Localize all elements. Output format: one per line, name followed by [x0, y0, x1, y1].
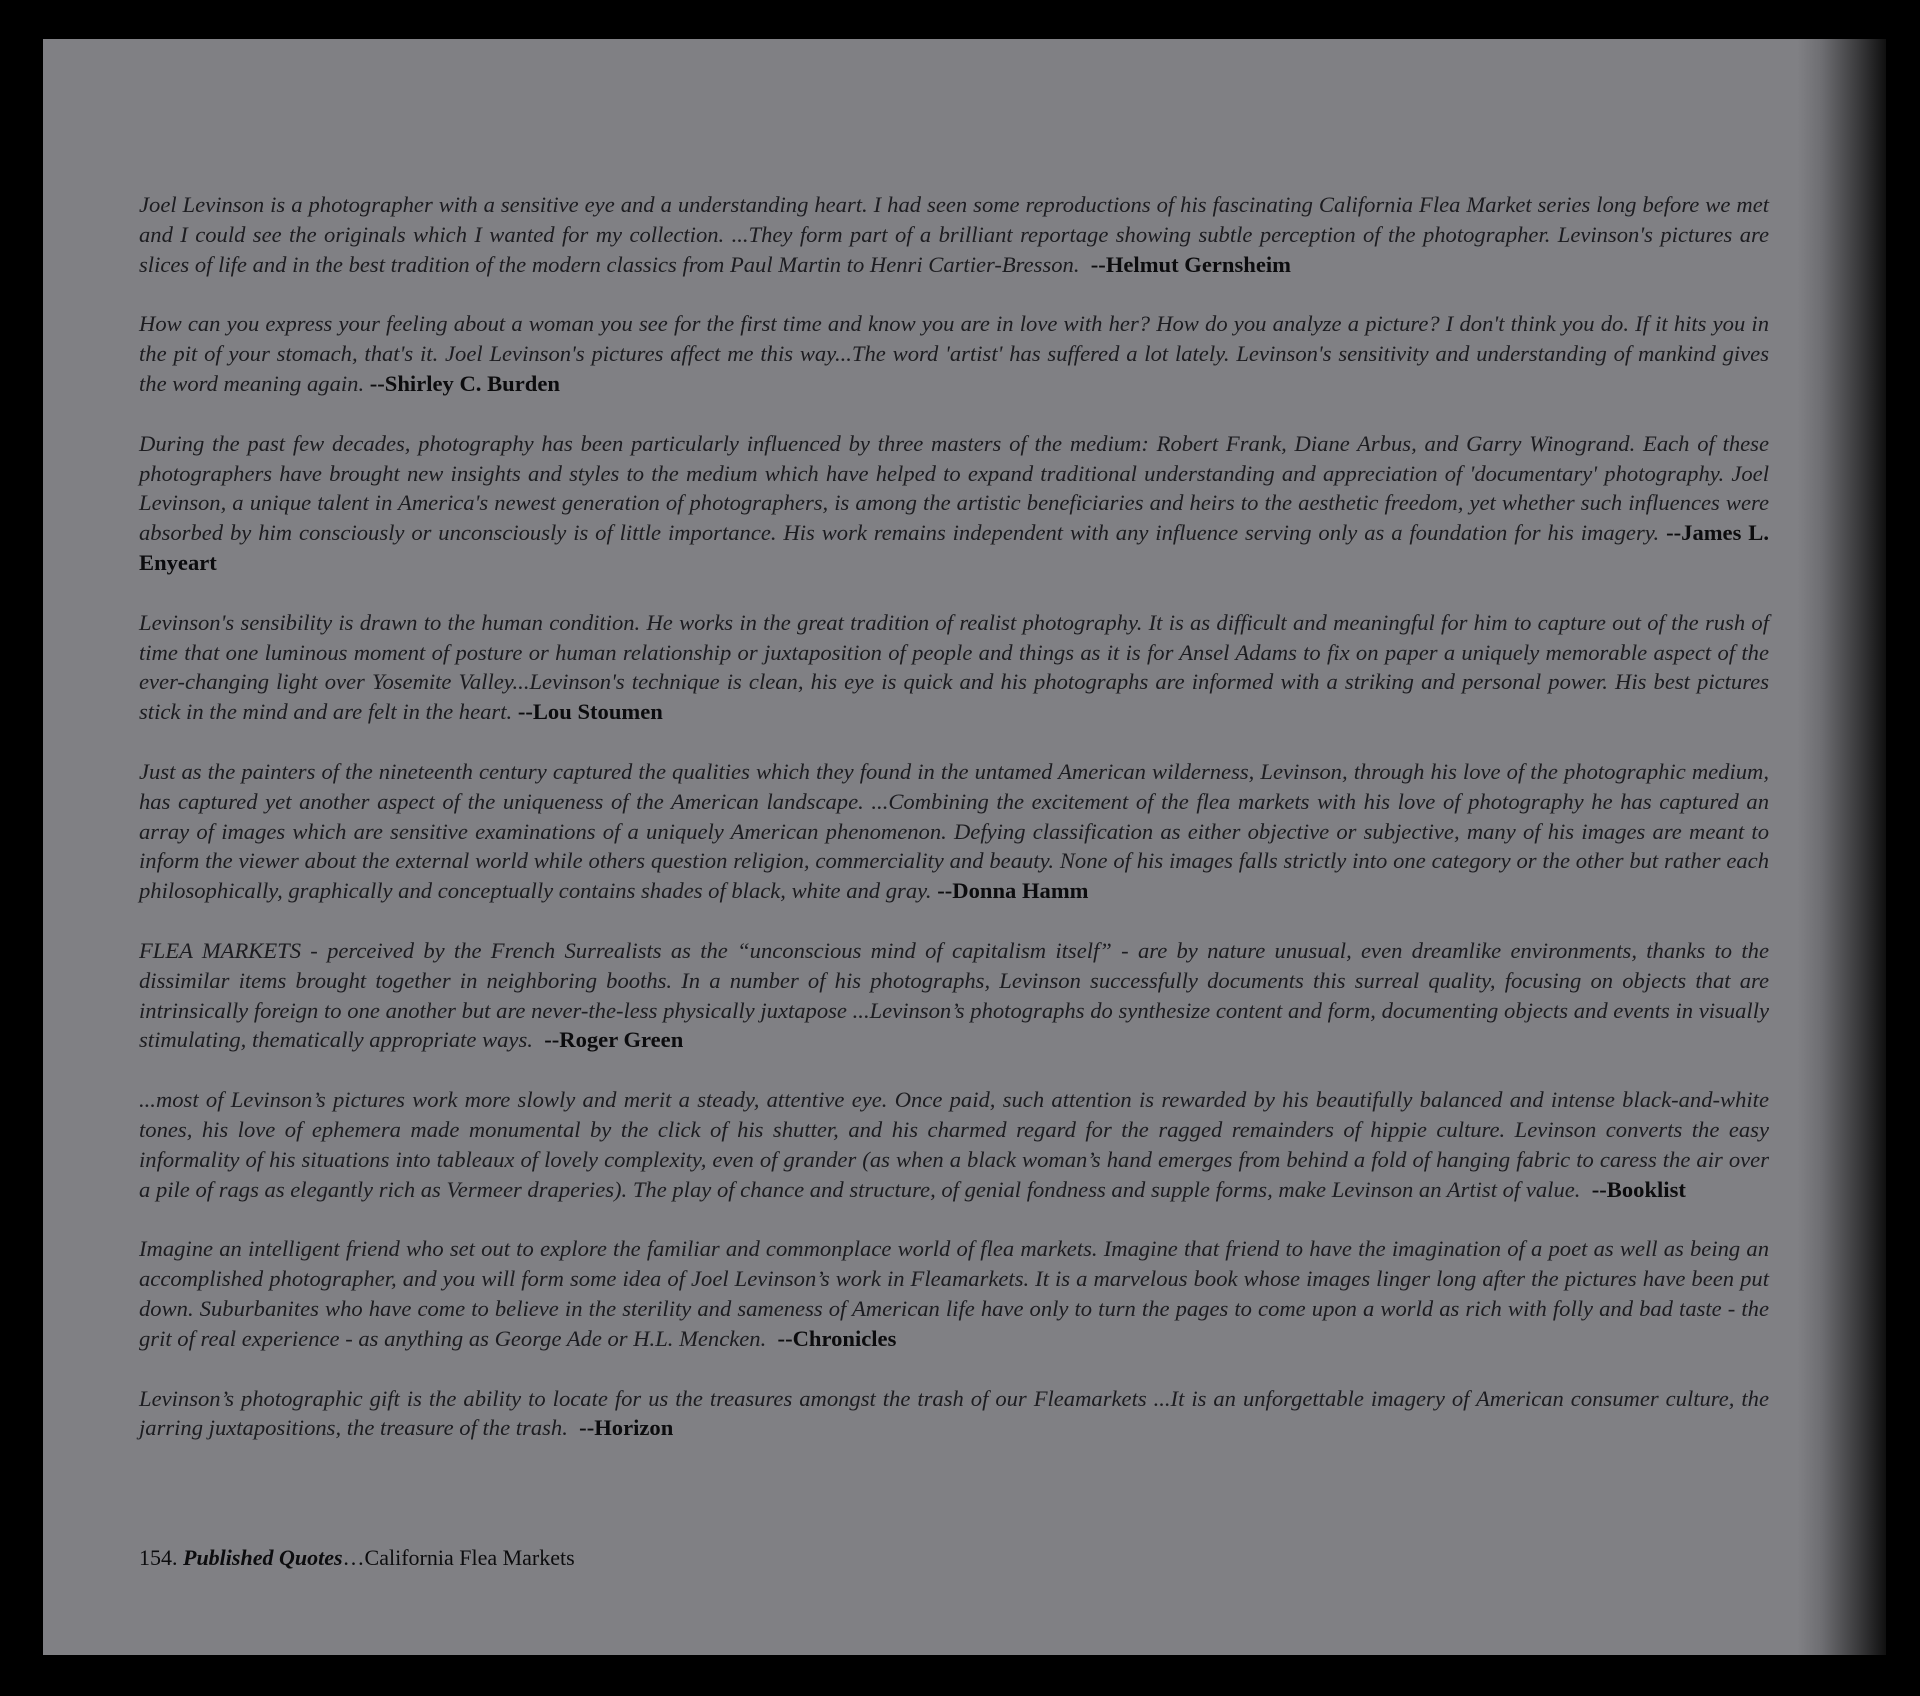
quote-text: Joel Levinson is a photographer with a sensitive eye and a understanding heart. I had seen some reproductions of his fascinating California Flea Market series long before we met and I could see the originals which I wanted for my collection. ...They form part of a brilliant reportage showing subtle perception of the photographer. Levinson's pictures are slices of life and in the best tradition of the modern classics from Paul Martin to Henri Cartier-Bresson.	[139, 192, 1769, 277]
quote-author: --Horizon	[579, 1415, 674, 1441]
page-footer	[139, 1544, 575, 1572]
quote-green	[139, 936, 1769, 1055]
quotes-list	[139, 190, 1769, 1473]
quote-horizon	[139, 1384, 1769, 1444]
quote-text: ...most of Levinson’s pictures work more slowly and merit a steady, attentive eye. Once paid, such attention is rewarded by his beautifully balanced and intense black-and-white tones, his love of ephemera made monumental by the click of his shutter, and his charmed regard for the ragged remainders of hippie culture. Levinson converts the easy informality of his situations into tableaux of lovely complexity, even of grander (as when a black woman’s hand emerges from behind a fold of hanging fabric to caress the air over a pile of rags as elegantly rich as Vermeer draperies). The play of chance and structure, of genial fondness and supple forms, make Levinson an Artist of value.	[139, 1087, 1769, 1202]
quote-author: --Booklist	[1591, 1176, 1686, 1202]
footer-separator: …	[342, 1545, 365, 1570]
quote-text: Levinson’s photographic gift is the ability to locate for us the treasures amongst the trash of our Fleamarkets ...It is an unforgettable imagery of American consumer culture, the jarring juxtapositions, the treasure of the trash.	[139, 1385, 1769, 1441]
quote-author: --Helmut Gernsheim	[1090, 251, 1291, 277]
quote-text: How can you express your feeling about a woman you see for the first time and know you are in love with her? How do you analyze a picture? I don't think you do. If it hits you in the pit of your stomach, that's it. Joel Levinson's pictures affect me this way...The word 'artist' has suffered a lot lately. Levinson's sensitivity and understanding of mankind gives the word meaning again.	[139, 311, 1769, 396]
quote-hamm	[139, 757, 1769, 906]
quote-text: Just as the painters of the nineteenth century captured the qualities which they found in the untamed American wilderness, Levinson, through his love of the photographic medium, has captured yet another aspect of the uniqueness of the American landscape. ...Combining the excitement of the flea markets with his love of photography he has captured an array of images which are sensitive examinations of a uniquely American phenomenon. Defying classification as either objective or subjective, many of his images are meant to inform the viewer about the external world while others question religion, commerciality and beauty. None of his images falls strictly into one category or the other but rather each philosophically, graphically and conceptually contains shades of black, white and gray.	[139, 758, 1769, 904]
quote-stoumen	[139, 608, 1769, 727]
book-title: California Flea Markets	[364, 1545, 575, 1570]
quote-author: --Roger Green	[544, 1027, 684, 1053]
document-page	[43, 39, 1886, 1655]
quote-text: Imagine an intelligent friend who set out to explore the familiar and commonplace world of flea markets. Imagine that friend to have the imagination of a poet as well as being an accomplished photographer, and you will form some idea of Joel Levinson’s work in Fleamarkets. It is a marvelous book whose images linger long after the pictures have been put down. Suburbanites who have come to believe in the sterility and sameness of American life have only to turn the pages to come upon a world as rich with folly and bad taste - the grit of real experience - as anything as George Ade or H.L. Mencken.	[139, 1236, 1769, 1351]
quote-author: --Chronicles	[777, 1325, 897, 1351]
quote-gernsheim	[139, 190, 1769, 279]
quote-text: During the past few decades, photography has been particularly influenced by three masters of the medium: Robert Frank, Diane Arbus, and Garry Winogrand. Each of these photographers have brought new insights and styles to the medium which have helped to expand traditional understanding and appreciation of 'documentary' photography. Joel Levinson, a unique talent in America's newest generation of photographers, is among the artistic beneficiaries and heirs to the aesthetic freedom, yet whether such influences were absorbed by him consciously or unconsciously is of little importance. His work remains independent with any influence serving only as a foundation for his imagery.	[139, 430, 1769, 546]
quote-author: --James L. Enyeart	[139, 520, 1769, 575]
quote-author: --Donna Hamm	[937, 878, 1089, 904]
quote-chronicles	[139, 1234, 1769, 1353]
quote-author: --Lou Stoumen	[517, 699, 663, 725]
quote-author: --Shirley C. Burden	[369, 370, 560, 396]
quote-enyeart	[139, 429, 1769, 578]
quote-text: FLEA MARKETS - perceived by the French Surrealists as the “unconscious mind of capitalism itself” - are by nature unusual, even dreamlike environments, thanks to the dissimilar items brought together in neighboring booths. In a number of his photographs, Levinson successfully documents this surreal quality, focusing on objects that are intrinsically foreign to one another but are never-the-less physically juxtapose ...Levinson’s photographs do synthesize content and form, documenting objects and events in visually stimulating, thematically appropriate ways.	[139, 937, 1769, 1053]
quote-burden	[139, 309, 1769, 398]
section-title: Published Quotes	[183, 1545, 343, 1570]
quote-text: Levinson's sensibility is drawn to the human condition. He works in the great tradition of realist photography. It is as difficult and meaningful for him to capture out of the rush of time that one luminous moment of posture or human relationship or juxtaposition of people and things as it is for Ansel Adams to fix on paper a uniquely memorable aspect of the ever-changing light over Yosemite Valley...Levinson's technique is clean, his eye is quick and his photographs are informed with a striking and personal power. His best pictures stick in the mind and are felt in the heart.	[139, 609, 1769, 725]
page-number: 154.	[139, 1545, 178, 1570]
quote-booklist	[139, 1085, 1769, 1204]
